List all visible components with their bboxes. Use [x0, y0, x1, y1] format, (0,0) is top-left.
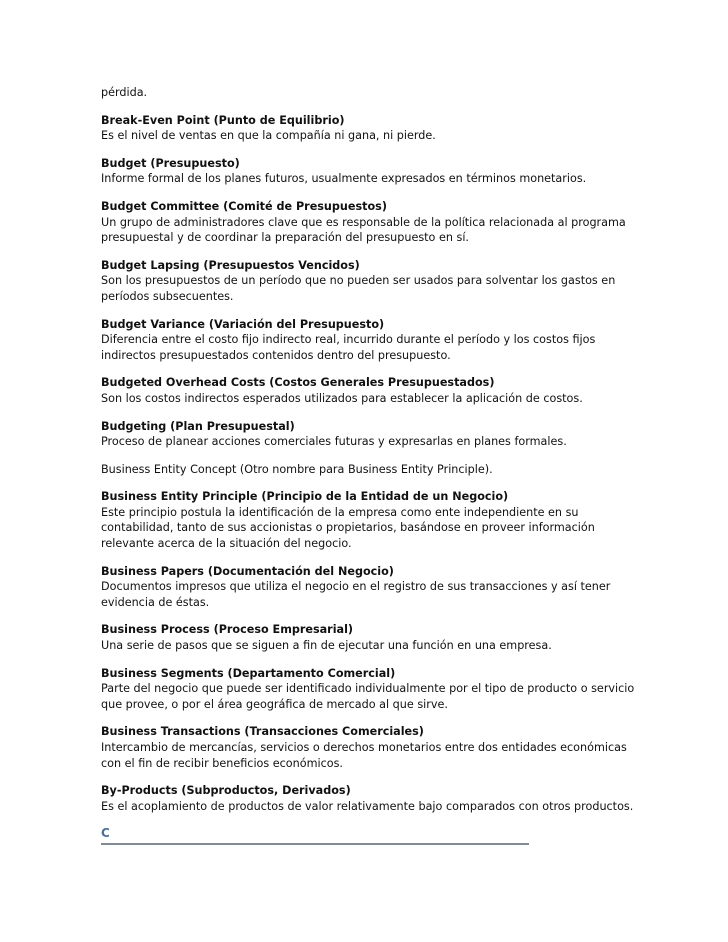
- glossary-entry: [101, 156, 641, 187]
- entry-term: Budgeted Overhead Costs (Costos Generales Presupuestados): [101, 376, 495, 390]
- entry-definition: Informe formal de los planes futuros, usualmente expresados en términos monetarios.: [101, 172, 587, 186]
- glossary-entry: [101, 419, 641, 450]
- glossary-entry: [101, 258, 641, 305]
- glossary-entry: [101, 113, 641, 144]
- intro-fragment: pérdida.: [101, 86, 148, 99]
- entry-term: Budget Variance (Variación del Presupuesto): [101, 317, 385, 331]
- entry-term: Business Papers (Documentación del Negocio): [101, 564, 394, 578]
- glossary-entry: [101, 317, 641, 364]
- entry-definition: Una serie de pasos que se siguen a fin de ejecutar una función en una empresa.: [101, 639, 552, 653]
- entry-term: Business Entity Principle (Principio de la Entidad de un Negocio): [101, 490, 509, 504]
- entry-term: Business Transactions (Transacciones Comerciales): [101, 725, 424, 739]
- entry-term: By-Products (Subproductos, Derivados): [101, 784, 351, 798]
- entry-definition: Intercambio de mercancías, servicios o derechos monetarios entre dos entidades económicas con el fin de recibir beneficios económicos.: [101, 741, 627, 770]
- entry-definition: Son los costos indirectos esperados utilizados para establecer la aplicación de costos.: [101, 391, 583, 405]
- entry-definition: Parte del negocio que puede ser identificado individualmente por el tipo de producto o servicio que provee, o por el área geográfica de mercado al que sirve.: [101, 682, 635, 711]
- entry-term: Break-Even Point (Punto de Equilibrio): [101, 113, 345, 127]
- entry-definition: Son los presupuestos de un período que no pueden ser usados para solventar los gastos en períodos subsecuentes.: [101, 274, 616, 303]
- glossary-entry: [101, 489, 641, 551]
- entry-definition: Es el acoplamiento de productos de valor relativamente bajo comparados con otros productos.: [101, 799, 634, 813]
- glossary-entry: [101, 724, 641, 771]
- entry-definition: Este principio postula la identificación de la empresa como ente independiente en su contabilidad, tanto de sus accionistas o propietarios, basándose en proveer información relevante acerca de la situación del negocio.: [101, 505, 595, 551]
- entry-term: Budget (Presupuesto): [101, 156, 240, 170]
- entry-term: Business Segments (Departamento Comercial): [101, 666, 396, 680]
- glossary-entry: [101, 622, 641, 653]
- glossary-entry: [101, 375, 641, 406]
- glossary-entry: [101, 564, 641, 611]
- entry-definition: Es el nivel de ventas en que la compañía ni gana, ni pierde.: [101, 129, 436, 143]
- glossary-page: [101, 85, 641, 845]
- entry-term: Budget Committee (Comité de Presupuestos): [101, 199, 387, 213]
- glossary-entry: [101, 199, 641, 246]
- entry-definition: Documentos impresos que utiliza el negocio en el registro de sus transacciones y así tener evidencia de éstas.: [101, 580, 611, 609]
- plain-entry: Business Entity Concept (Otro nombre para Business Entity Principle).: [101, 462, 493, 476]
- entry-term: Business Process (Proceso Empresarial): [101, 623, 354, 637]
- glossary-entry: [101, 666, 641, 713]
- entry-definition: Proceso de planear acciones comerciales futuras y expresarlas en planes formales.: [101, 435, 567, 449]
- entry-definition: Diferencia entre el costo fijo indirecto real, incurrido durante el período y los costos fijos indirectos presupuestados contenidos dentro del presupuesto.: [101, 333, 596, 362]
- glossary-entry: [101, 783, 641, 814]
- entry-definition: Un grupo de administradores clave que es responsable de la política relacionada al programa presupuestal y de coordinar la preparación del presupuesto en sí.: [101, 215, 626, 245]
- entry-term: Budget Lapsing (Presupuestos Vencidos): [101, 258, 360, 272]
- entry-term: Budgeting (Plan Presupuestal): [101, 419, 295, 433]
- section-heading-c: C: [101, 826, 529, 845]
